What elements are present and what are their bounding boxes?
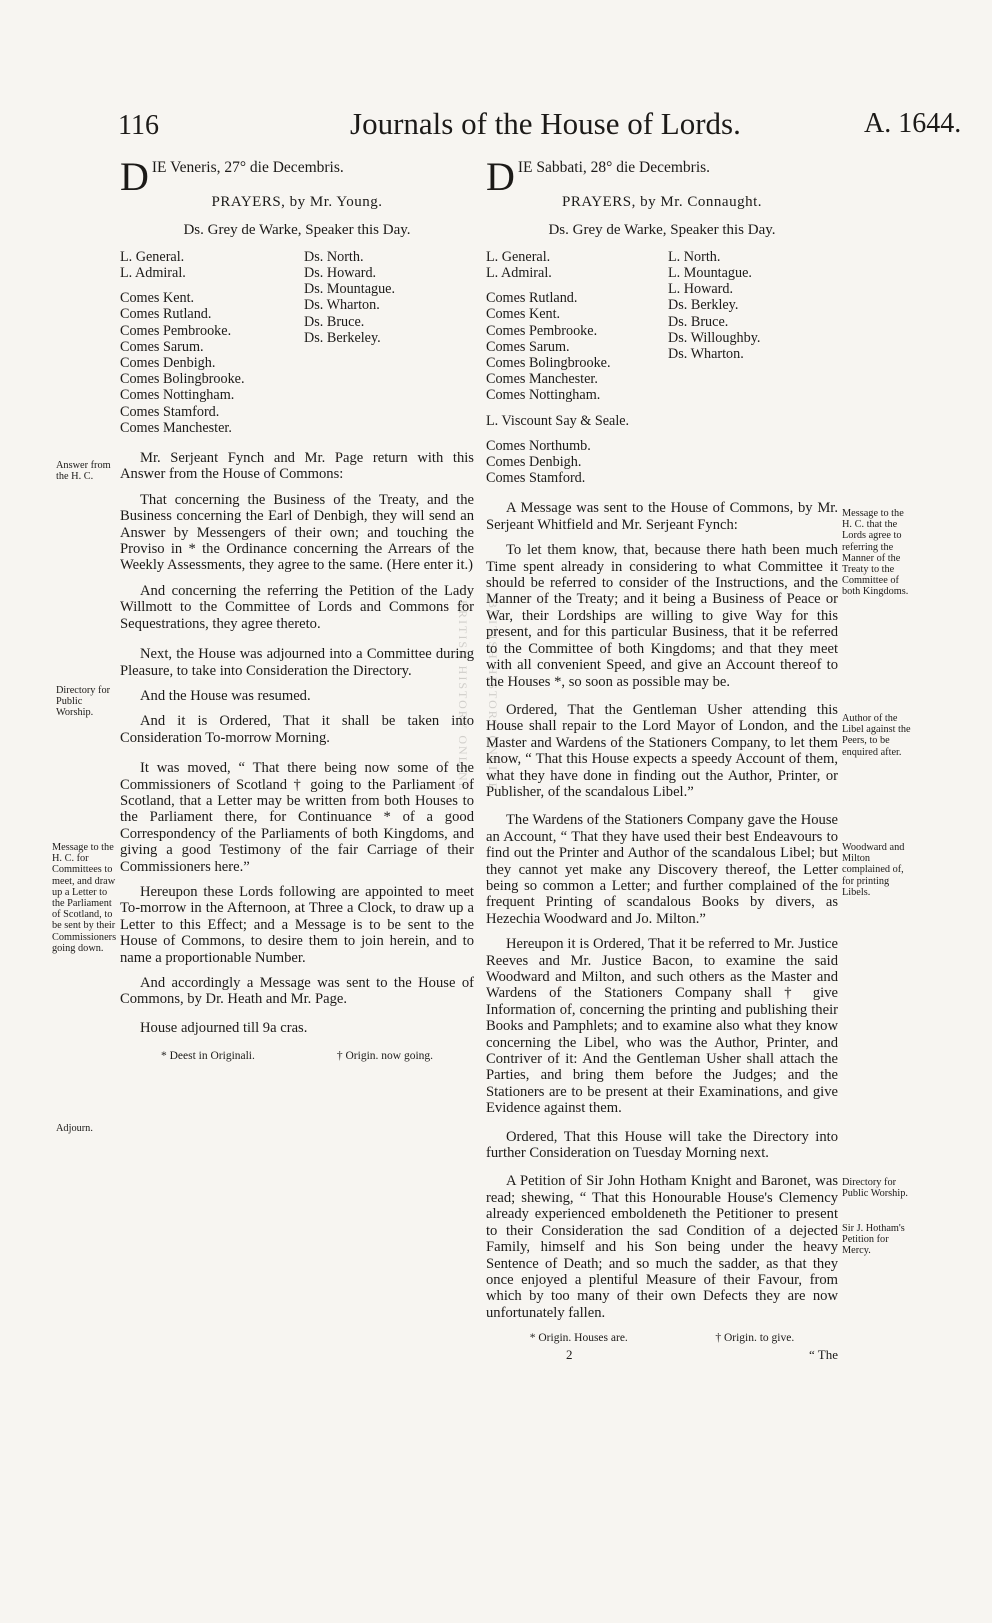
resumed-paragraph: And the House was resumed. — [140, 687, 311, 704]
signature-mark: 2 — [566, 1346, 573, 1362]
lord-entry: Comes Stamford. — [486, 470, 586, 487]
lord-entry: L. General. — [120, 248, 185, 265]
margin-note-treaty: Message to the H. C. that the Lords agree to referring the Manner of the Treaty to the Committee of both Kingdoms. — [842, 508, 909, 598]
margin-note-directory: Directory for Public Worship. — [56, 685, 111, 719]
footnote: * Origin. Houses are. — [529, 1332, 628, 1345]
page-foot — [486, 1347, 838, 1365]
lord-entry: Ds. Berkeley. — [304, 329, 381, 346]
drop-cap-right: D — [486, 154, 515, 199]
lord-entry: Comes Nottingham. — [120, 387, 235, 404]
left-column — [120, 154, 474, 1065]
lord-entry: Ds. Wharton. — [304, 297, 380, 314]
margin-note-answer: Answer from the H. C. — [56, 460, 111, 483]
lord-entry: Comes Rutland. — [120, 306, 212, 323]
margin-note-adjourn: Adjourn. — [56, 1123, 93, 1134]
footnote: † Origin. to give. — [715, 1332, 795, 1345]
day-heading-left — [120, 154, 474, 199]
lord-entry: Comes Sarum. — [120, 338, 204, 355]
footnotes-right — [486, 1330, 838, 1346]
lord-entry: Comes Rutland. — [486, 290, 578, 307]
speaker-right: Ds. Grey de Warke, Speaker this Day. — [548, 222, 776, 239]
lord-entry: Comes Manchester. — [486, 371, 598, 388]
watermark-left: BRITISH HISTORY ONLINE — [456, 600, 470, 793]
referral-paragraph: Hereupon it is Ordered, That it be referred to Mr. Justice Reeves and Mr. Justice Bacon, to examine the said Woodward and Milton, and such others as the Master and Wardens of the Stationers Company shall † give Information of, concerning the printing and publishing their Books and Pamphlets; and to examine also what they know concerning the Libel, who was the Author, Printer, and Contriver of it: And the Gentleman Usher shall attach the Parties, and bring them before the Judges; and the Stationers are to be present at their Examinations, and give Evidence against them. — [486, 936, 838, 1117]
running-title: Journals of the House of Lords. — [350, 106, 741, 141]
lord-entry: Comes Denbigh. — [120, 355, 216, 372]
lord-entry: Ds. Bruce. — [668, 313, 729, 330]
ordered-paragraph: And it is Ordered, That it shall be taken into Consideration To-morrow Morning. — [120, 713, 474, 746]
margin-note-libel: Author of the Libel against the Peers, to be enquired after. — [842, 713, 911, 758]
margin-note-hotham: Sir J. Hotham's Petition for Mercy. — [842, 1223, 905, 1257]
lord-entry: L. Mountague. — [668, 265, 752, 282]
treaty-paragraph: To let them know, that, because there hath been much Time spent already in considering to what Committee it should be referred to consider of the Instructions, and the Manner of the Treaty; and it being a Business of Peace or War, their Lordships are willing to give Way for this present, and for this particular Business, that it be referred to the Committee of both Kingdoms; and that they meet with all convenient Speed, and give an Account thereof to the Houses *, so soon as possible may be. — [486, 542, 838, 690]
lord-entry: Comes Stamford. — [120, 403, 220, 420]
lord-entry: Ds. Bruce. — [304, 313, 365, 330]
lord-entry: Comes Manchester. — [120, 419, 232, 436]
message-paragraph: A Message was sent to the House of Commons, by Mr. Serjeant Whitfield and Mr. Serjeant Fynch: — [486, 500, 838, 533]
adjourn-paragraph: House adjourned till 9a cras. — [140, 1019, 308, 1036]
lords-appointed-paragraph: Hereupon these Lords following are appointed to meet To-morrow in the Afternoon, at Three a Clock, to draw up a Letter to this Effect; and a Message is to be sent to the House of Commons, to desire them to join herein, and to name a proportionable Number. — [120, 883, 474, 966]
lord-entry: L. Admiral. — [486, 265, 552, 282]
lord-entry: Ds. Wharton. — [668, 346, 744, 363]
lords-present-right — [486, 249, 838, 487]
lords-list-col1 — [120, 249, 304, 436]
lords-present-left — [120, 249, 474, 436]
libel-order-paragraph: Ordered, That the Gentleman Usher attending this House shall repair to the Lord Mayor of London, and the Master and Wardens of the Stationers Company, to let them know, “ That this House expects a speedy Account of them, what they have done in finding out the Author, Printer, or Publisher, of the scandalous Libel.” — [486, 701, 838, 800]
watermark-right: BRITISH HISTORY ONLINE — [486, 600, 500, 793]
lord-entry: Comes Pembrooke. — [120, 322, 232, 339]
answer-paragraph: Mr. Serjeant Fynch and Mr. Page return with this Answer from the House of Commons: — [120, 450, 474, 483]
lords-list-col2 — [668, 249, 760, 487]
right-column — [486, 154, 838, 1365]
directory-order-paragraph: Ordered, That this House will take the Directory into further Consideration on Tuesday Morning next. — [486, 1128, 838, 1162]
page-year: A. 1644. — [864, 108, 962, 139]
lord-entry: Comes Pembrooke. — [486, 322, 598, 339]
day-heading-text: IE Veneris, 27° die Decembris. — [151, 159, 344, 176]
prayers-left: PRAYERS, by Mr. Young. — [211, 194, 383, 210]
lord-entry: Comes Kent. — [486, 306, 561, 323]
lord-entry: L. North. — [668, 248, 721, 265]
margin-note-directory: Directory for Public Worship. — [842, 1177, 908, 1200]
willmott-paragraph: And concerning the referring the Petition of the Lady Willmott to the Committee of Lords and Commons for Sequestrations, they agree thereto. — [120, 582, 474, 632]
hotham-petition-paragraph: A Petition of Sir John Hotham Knight and Baronet, was read; shewing, “ That this Honourable House's Clemency already experienced emboldeneth the Petitioner to present to their Consideration the sad Condition of a dejected Family, himself and his Son being under the heavy Sentence of Death; and so much the sadder, as that they once enjoyed a plentiful Measure of their Favour, from which by too many of their own Defects they are now unfortunately fallen. — [486, 1173, 838, 1321]
lord-entry: Ds. Howard. — [304, 265, 377, 282]
lord-entry: Comes Denbigh. — [486, 454, 582, 471]
lord-entry: L. General. — [486, 248, 551, 265]
lord-entry: Comes Nottingham. — [486, 387, 601, 404]
lords-list-col1 — [486, 249, 668, 487]
stationers-paragraph: The Wardens of the Stationers Company gave the House an Account, “ That they have used their best Endeavours to find out the Printer and Author of the scandalous Libel; but they cannot yet make any Discovery thereof, the Letter being so common a Letter; and further complained of the frequent Printing of scandalous Books by divers, as Hezechia Woodward and Jo. Milton.” — [486, 812, 838, 927]
footnote: * Deest in Originali. — [160, 1050, 255, 1063]
lord-entry: Comes Bolingbrooke. — [120, 371, 245, 388]
page-number: 116 — [118, 110, 159, 141]
prayers-right: PRAYERS, by Mr. Connaught. — [562, 194, 762, 210]
lord-entry: Comes Northumb. — [486, 437, 591, 454]
catchword: “ The — [809, 1346, 838, 1362]
lords-list-col2 — [304, 249, 395, 436]
lord-entry: Ds. Berkley. — [668, 297, 739, 314]
drop-cap-left: D — [120, 154, 149, 199]
lord-entry: Comes Bolingbrooke. — [486, 355, 611, 372]
message-paragraph: And accordingly a Message was sent to the House of Commons, by Dr. Heath and Mr. Page. — [120, 975, 474, 1008]
scotland-paragraph: It was moved, “ That there being now some of the Commissioners of Scotland † going to the Parliament of Scotland, that a Letter may be written from both Houses to the Parliament there, for Continuance * of a good Correspondency of the Parliaments of both Kingdoms, and giving a good Testimony of the fair Carriage of their Commissioners here.” — [120, 760, 474, 875]
margin-note-scotland: Message to the H. C. for Committees to meet, and draw up a Letter to the Parliament of Scotland, to be sent by their Commissioners going down. — [52, 842, 117, 954]
footnotes-left — [120, 1048, 474, 1064]
lord-entry: Ds. Mountague. — [304, 281, 396, 298]
lord-entry: L. Viscount Say & Seale. — [486, 412, 630, 429]
directory-paragraph: Next, the House was adjourned into a Committee during Pleasure, to take into Consideration the Directory. — [120, 646, 474, 679]
treaty-paragraph: That concerning the Business of the Treaty, and the Business concerning the Earl of Denbigh, they will send an Answer by Messengers of their own; and touching the Proviso in * the Ordinance concerning the Arrears of the Weekly Assessments, they agree to the same. (Here enter it.) — [120, 491, 474, 574]
lord-entry: Ds. North. — [304, 248, 364, 265]
speaker-left: Ds. Grey de Warke, Speaker this Day. — [183, 222, 411, 239]
day-heading-right — [486, 154, 838, 199]
margin-note-woodward: Woodward and Milton complained of, for printing Libels. — [842, 842, 905, 898]
day-heading-text: IE Sabbati, 28° die Decembris. — [517, 159, 711, 176]
lord-entry: L. Howard. — [668, 281, 734, 298]
lord-entry: Comes Kent. — [120, 290, 195, 307]
lord-entry: Ds. Willoughby. — [668, 329, 761, 346]
lord-entry: L. Admiral. — [120, 265, 186, 282]
footnote: † Origin. now going. — [336, 1050, 434, 1063]
lord-entry: Comes Sarum. — [486, 338, 570, 355]
